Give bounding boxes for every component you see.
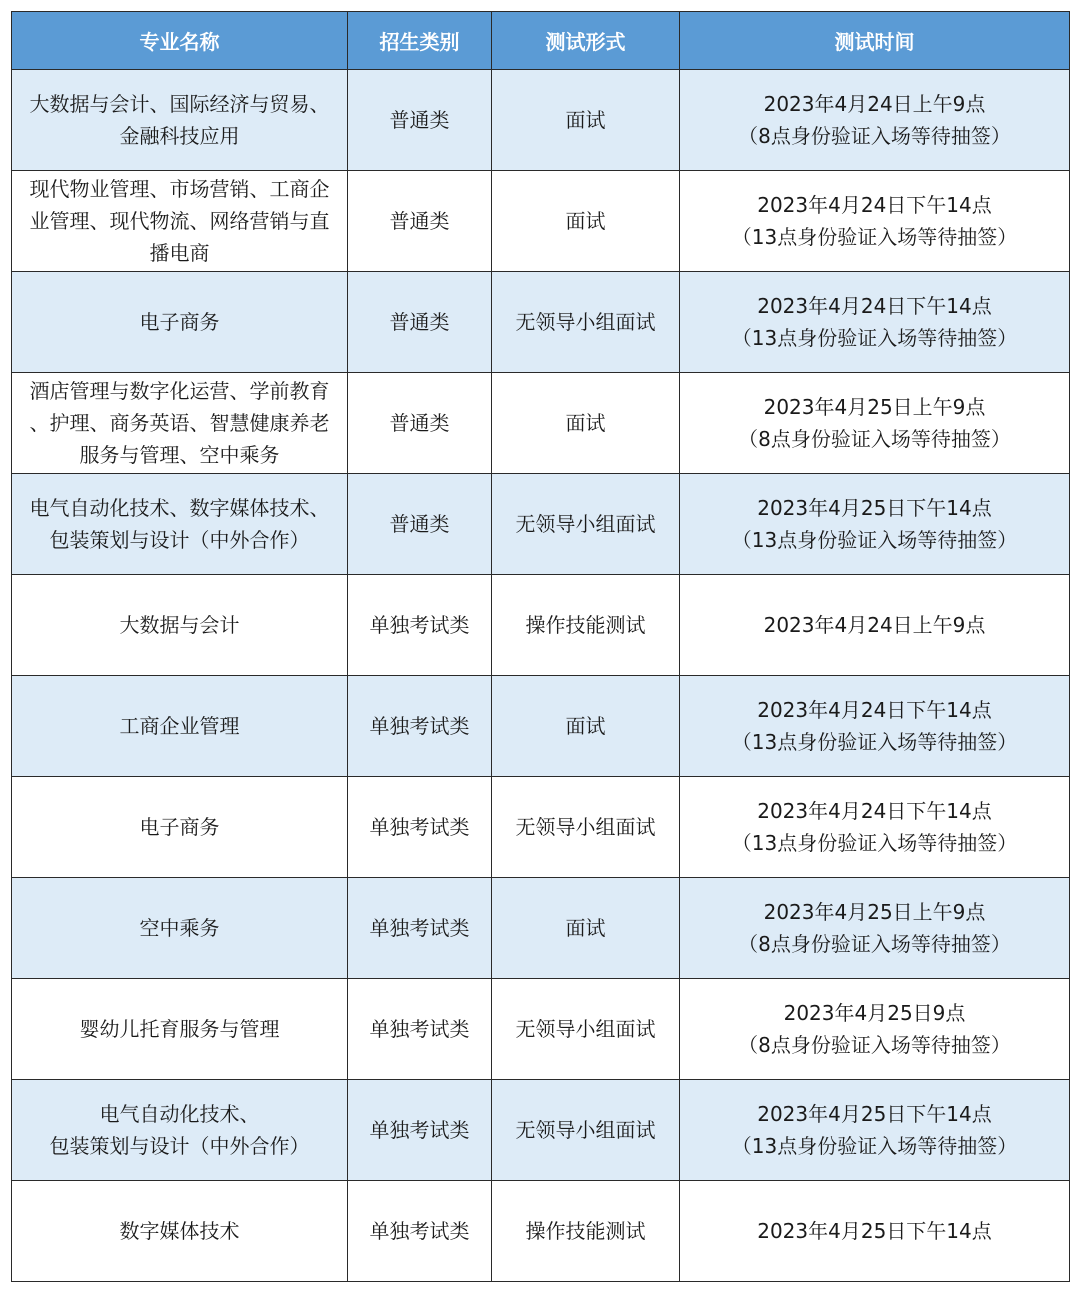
cell-test-time: [680, 777, 1070, 878]
cell-test-time: [680, 70, 1070, 171]
cell-major-name-line: 空中乘务: [139, 916, 220, 940]
cell-major-name-line: 现代物业管理、市场营销、工商企: [29, 177, 330, 201]
table-row: [12, 474, 1070, 575]
cell-test-time-line: （8点身份验证入场等待抽签）: [738, 932, 1011, 956]
cell-major-name-line: 电子商务: [139, 815, 220, 839]
cell-test-time-line: （13点身份验证入场等待抽签）: [731, 528, 1018, 552]
cell-test-time: [680, 878, 1070, 979]
table-header-row: [12, 12, 1070, 70]
cell-enrollment-category: 普通类: [348, 70, 492, 171]
cell-major-name-line: 电气自动化技术、数字媒体技术、: [29, 496, 330, 520]
cell-major-name-line: 服务与管理、空中乘务: [79, 443, 280, 467]
table-row: [12, 1181, 1070, 1282]
header-enrollment-category: 招生类别: [348, 12, 492, 70]
cell-enrollment-category: 普通类: [348, 474, 492, 575]
cell-major-name-line: 包装策划与设计（中外合作）: [49, 1134, 310, 1158]
cell-test-time-line: 2023年4月24日下午14点: [757, 799, 992, 823]
cell-enrollment-category: 单独考试类: [348, 878, 492, 979]
exam-schedule-table: [11, 11, 1070, 1282]
cell-test-time-line: 2023年4月25日9点: [783, 1001, 966, 1025]
cell-test-time: [680, 272, 1070, 373]
cell-major-name-line: 酒店管理与数字化运营、学前教育: [29, 379, 330, 403]
cell-test-time-line: （8点身份验证入场等待抽签）: [738, 1033, 1011, 1057]
schedule-table-wrapper: [11, 11, 1070, 1282]
cell-major-name: [12, 777, 348, 878]
table-row: [12, 70, 1070, 171]
cell-major-name-line: 工商企业管理: [119, 714, 240, 738]
table-row: [12, 676, 1070, 777]
cell-major-name-line: 包装策划与设计（中外合作）: [49, 528, 310, 552]
cell-test-format: 无领导小组面试: [492, 474, 680, 575]
cell-major-name-line: 婴幼儿托育服务与管理: [79, 1017, 280, 1041]
cell-test-time: [680, 171, 1070, 272]
cell-major-name: [12, 171, 348, 272]
cell-test-format: 无领导小组面试: [492, 979, 680, 1080]
cell-major-name-line: 、护理、商务英语、智慧健康养老: [29, 411, 330, 435]
cell-test-time-line: 2023年4月25日下午14点: [757, 1219, 992, 1243]
cell-test-time-line: （13点身份验证入场等待抽签）: [731, 730, 1018, 754]
cell-test-time: [680, 373, 1070, 474]
table-row: [12, 1080, 1070, 1181]
cell-test-time-line: （13点身份验证入场等待抽签）: [731, 831, 1018, 855]
cell-test-format: 无领导小组面试: [492, 777, 680, 878]
cell-test-time-line: （8点身份验证入场等待抽签）: [738, 427, 1011, 451]
cell-enrollment-category: 普通类: [348, 373, 492, 474]
cell-major-name-line: 数字媒体技术: [119, 1219, 240, 1243]
cell-test-time-line: 2023年4月25日上午9点: [763, 395, 986, 419]
cell-major-name: [12, 575, 348, 676]
cell-major-name-line: 播电商: [149, 241, 210, 265]
table-body: [12, 70, 1070, 1282]
cell-test-time-line: 2023年4月25日上午9点: [763, 900, 986, 924]
table-row: [12, 373, 1070, 474]
table-row: [12, 272, 1070, 373]
cell-major-name: [12, 70, 348, 171]
cell-test-format: 面试: [492, 676, 680, 777]
cell-test-time: [680, 676, 1070, 777]
cell-test-time-line: （13点身份验证入场等待抽签）: [731, 1134, 1018, 1158]
table-row: [12, 171, 1070, 272]
cell-test-time-line: 2023年4月24日下午14点: [757, 294, 992, 318]
table-row: [12, 777, 1070, 878]
cell-test-time-line: （13点身份验证入场等待抽签）: [731, 225, 1018, 249]
cell-major-name: [12, 373, 348, 474]
cell-enrollment-category: 普通类: [348, 272, 492, 373]
cell-test-time: [680, 575, 1070, 676]
cell-test-time: [680, 979, 1070, 1080]
table-row: [12, 979, 1070, 1080]
cell-major-name: [12, 1181, 348, 1282]
cell-test-format: 面试: [492, 171, 680, 272]
cell-test-time-line: 2023年4月25日下午14点: [757, 496, 992, 520]
cell-test-format: 操作技能测试: [492, 575, 680, 676]
cell-major-name-line: 电气自动化技术、: [99, 1102, 260, 1126]
cell-major-name-line: 电子商务: [139, 310, 220, 334]
cell-test-format: 面试: [492, 373, 680, 474]
cell-major-name-line: 金融科技应用: [119, 124, 240, 148]
cell-test-time: [680, 474, 1070, 575]
cell-test-time-line: （13点身份验证入场等待抽签）: [731, 326, 1018, 350]
header-test-format: 测试形式: [492, 12, 680, 70]
cell-major-name-line: 大数据与会计: [119, 613, 240, 637]
cell-major-name: [12, 474, 348, 575]
header-test-time: 测试时间: [680, 12, 1070, 70]
table-row: [12, 575, 1070, 676]
cell-test-time-line: 2023年4月25日下午14点: [757, 1102, 992, 1126]
cell-major-name: [12, 676, 348, 777]
cell-test-format: 无领导小组面试: [492, 272, 680, 373]
cell-test-time-line: 2023年4月24日下午14点: [757, 698, 992, 722]
cell-enrollment-category: 单独考试类: [348, 979, 492, 1080]
cell-major-name-line: 大数据与会计、国际经济与贸易、: [29, 92, 330, 116]
cell-major-name: [12, 272, 348, 373]
cell-test-format: 无领导小组面试: [492, 1080, 680, 1181]
cell-major-name: [12, 878, 348, 979]
cell-test-time-line: 2023年4月24日上午9点: [763, 613, 986, 637]
cell-test-format: 面试: [492, 878, 680, 979]
header-major-name: 专业名称: [12, 12, 348, 70]
cell-enrollment-category: 单独考试类: [348, 575, 492, 676]
cell-major-name-line: 业管理、现代物流、网络营销与直: [29, 209, 330, 233]
cell-enrollment-category: 单独考试类: [348, 676, 492, 777]
cell-enrollment-category: 单独考试类: [348, 1181, 492, 1282]
cell-enrollment-category: 单独考试类: [348, 1080, 492, 1181]
cell-major-name: [12, 1080, 348, 1181]
cell-enrollment-category: 单独考试类: [348, 777, 492, 878]
cell-major-name: [12, 979, 348, 1080]
cell-test-time: [680, 1080, 1070, 1181]
cell-test-time-line: 2023年4月24日下午14点: [757, 193, 992, 217]
cell-test-format: 面试: [492, 70, 680, 171]
cell-test-time: [680, 1181, 1070, 1282]
cell-test-time-line: 2023年4月24日上午9点: [763, 92, 986, 116]
table-row: [12, 878, 1070, 979]
cell-test-time-line: （8点身份验证入场等待抽签）: [738, 124, 1011, 148]
cell-enrollment-category: 普通类: [348, 171, 492, 272]
cell-test-format: 操作技能测试: [492, 1181, 680, 1282]
